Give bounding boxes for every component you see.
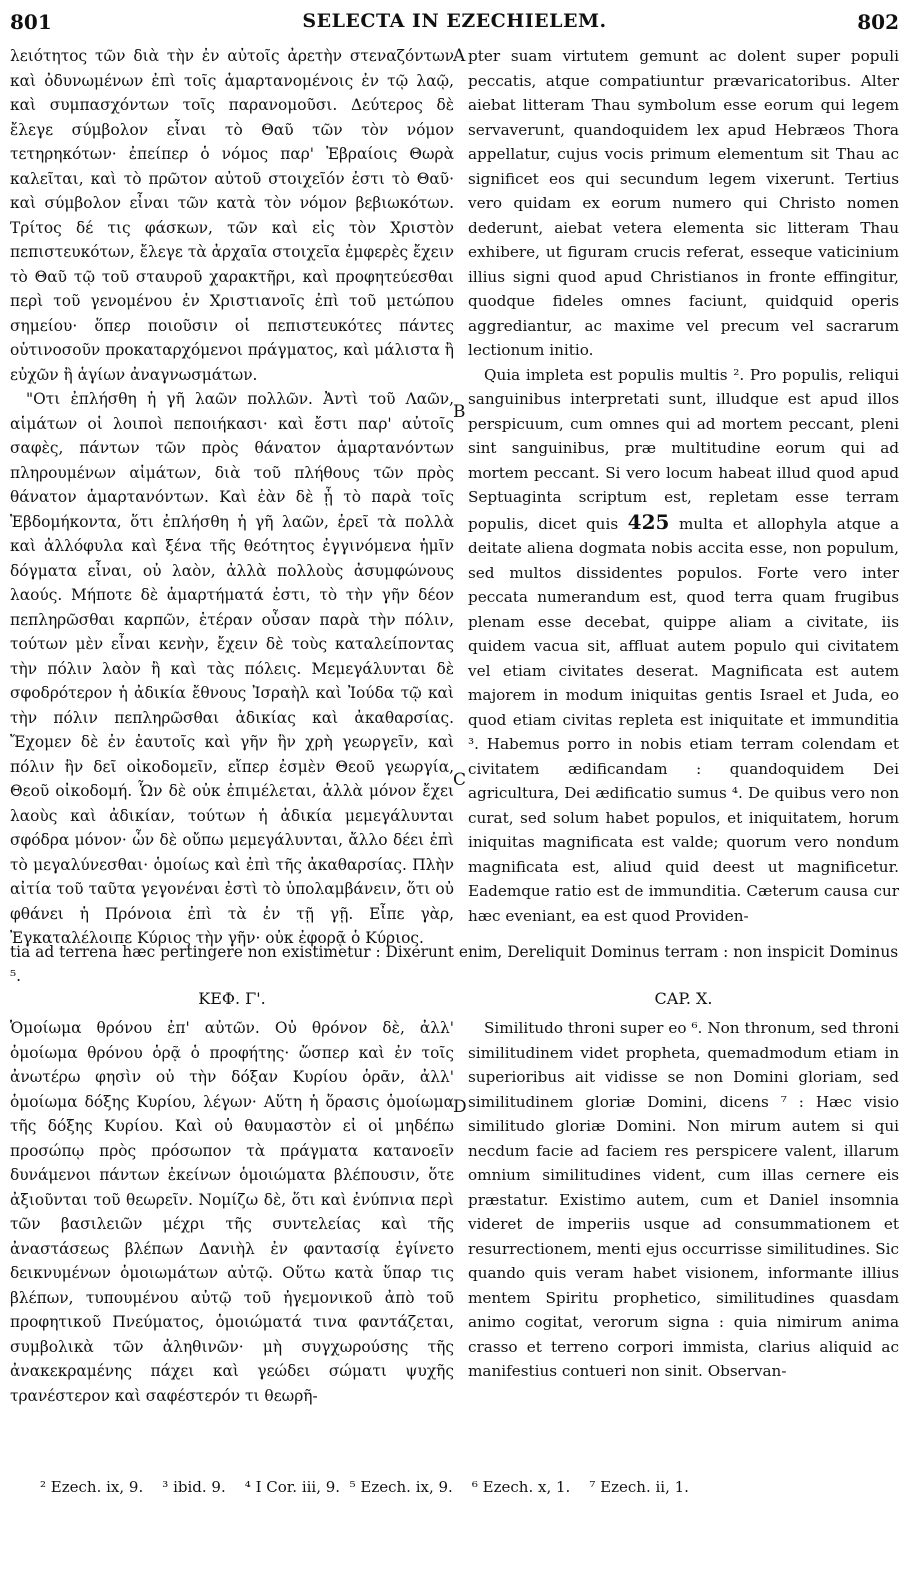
margin-marker-a: A <box>453 46 466 66</box>
latin-column-top <box>468 44 899 937</box>
margin-marker-b: B <box>453 402 466 422</box>
greek-paragraph: λειότητος τῶν διὰ τὴν ἐν αὐτοῖς ἀρετὴν στεναζόντων καὶ ὀδυνωμένων ἐπὶ τοῖς ἁμαρτανομένοις ἐν τῷ λαῷ, καὶ συμπασχόντων τοῖς παρανομοῦσι. Δεύτερος δὲ ἔλεγε σύμβολον εἶναι τὸ Θαῦ τῶν τὸν νόμον τετηρηκότων· ἐπείπερ ὁ νόμος παρ' Ἑβραίοις Θωρὰ καλεῖται, καὶ τὸ πρῶτον αὐτοῦ στοιχεῖόν ἐστι τὸ Θαῦ· καὶ σύμβολον εἶναι τῶν κατὰ τὸν νόμον βεβιωκότων. Τρίτος δέ τις φάσκων, τῶν καὶ εἰς τὸν Χριστὸν πεπιστευκότων, ἔλεγε τὰ ἀρχαῖα στοιχεῖα ἐμφερὲς ἔχειν τὸ Θαῦ τῷ τοῦ σταυροῦ χαρακτῆρι, καὶ προφητεύεσθαι περὶ τοῦ γενομένου ἐν Χριστιανοῖς ἐπὶ τοῦ μετώπου σημείου· ὅπερ ποιοῦσιν οἱ πεπιστευκότες πάντες οὑτινοσοῦν προκαταρχόμενοι πράγματος, καὶ μάλιστα ἢ εὐχῶν ἢ ἁγίων ἀναγνωσμάτων. <box>10 47 454 384</box>
greek-paragraph: "Οτι ἐπλήσθη ἡ γῆ λαῶν πολλῶν. Ἀντὶ τοῦ Λαῶν, αἱμάτων οἱ λοιποὶ πεποιήκασι· καὶ ἔστι παρ' αὐτοῖς σαφὲς, πάντων τῶν πρὸς θάνατον ἁμαρτανόντων πληρουμένων αἱμάτων, διὰ τοῦ πλήθους τῶν πρὸς θάνατον ἁμαρτανόντων. Καὶ ἐὰν δὲ ᾖ τὸ παρὰ τοῖς Ἑβδομήκοντα, ὅτι ἐπλήσθη ἡ γῆ λαῶν, ἐρεῖ τὰ πολλὰ καὶ ἀλλόφυλα καὶ ξένα τῆς θεότητος ἐγγινόμενα ἡμῖν δόγματα εἶναι, οὐ λαὸν, ἀλλὰ πολλοὺς ἀσυμφώνους λαούς. Μήποτε δὲ ἁμαρτήματά ἐστι, τὸ τὴν γῆν δέον πεπληρῶσθαι καρπῶν, ἑτέραν οὖσαν παρὰ τὴν πόλιν, τούτων μὲν εἶναι κενὴν, ἔχειν δὲ τοὺς καταλείποντας τὴν πόλιν λαὸν ἢ καὶ τὰς πόλεις. Μεμεγάλυνται δὲ σφοδρότερον ἡ ἀδικία ἔθνους Ἰσραὴλ καὶ Ἰούδα τῷ καὶ τὴν πόλιν πεπληρῶσθαι ἀδικίας καὶ ἀκαθαρσίας. Ἔχομεν δὲ ἐν ἑαυτοῖς καὶ γῆν ἣν χρὴ γεωργεῖν, καὶ πόλιν ἣν δεῖ οἰκοδομεῖν, εἴπερ ἐσμὲν Θεοῦ γεωργία, Θεοῦ οἰκοδομή. Ὧν δὲ οὐκ ἐπιμέλεται, ἀλλὰ μόνον ἔχει λαοὺς καὶ ἀδικίαν, τούτων ἡ ἀδικία μεμεγάλυνται σφόδρα μόνον· ὧν δὲ οὔπω μεμεγάλυνται, ἄλλο δέει ἐπὶ τὸ μεγαλύνεσθαι· ὁμοίως καὶ ἐπὶ τῆς ἀκαθαρσίας. Πλὴν αἰτία τοῦ ταῦτα γεγονέναι ἐστὶ τὸ ὑπολαμβάνειν, ὅτι οὐ φθάνει ἡ Πρόνοια ἐπὶ τὰ ἐν τῇ γῇ. Εἶπε γὰρ, Ἐγκαταλέλοιπε Κύριος τὴν γῆν· οὐκ ἐφορᾷ ὁ Κύριος. <box>10 390 454 947</box>
latin-paragraph: pter suam virtutem gemunt ac dolent super populi peccatis, atque compatiuntur prævaricatoribus. Alter aiebat litteram Thau symbolum esse eorum qui legem servaverunt, quandoquidem lex apud Hebræos Thora appellatur, cujus vocis primum elementum sit Thau ac significet eos qui secundum legem vixerunt. Tertius vero quidam ex eorum numero qui Christo nomen dederunt, aiebat vetera elementa sic litteram Thau exhibere, ut figuram crucis referat, esseque vaticinium illius signi quod apud Christianos in fronte effingitur, quodque fideles omnes faciunt, quidquid operis aggrediantur, ac maxime vel precum vel sacrarum lectionum initio. <box>468 47 899 359</box>
page-number-left: 801 <box>10 10 52 34</box>
spanning-line: tia ad terrena hæc pertingere non existimetur : Dixerunt enim, Dereliquit Dominus terram : non inspicit Dominus ⁵. <box>10 943 899 985</box>
latin-column-bottom <box>468 1016 899 1456</box>
column-number: 425 <box>627 509 670 534</box>
latin-paragraph-part: multa et allophyla atque a deitate aliena dogmata nobis accita esse, non populum, sed multos dissidentes populos. Forte vero inter peccata numerandum est, quod terra quam frugibus plenam esse decebat, quippe aliam a civitate, iis quidem vacua sit, affluat autem populo qui civitatem vel etiam civitates deserat. Magnificata est autem majorem in modum iniquitas gentis Israel et Juda, eo quod etiam civitas repleta est iniquitate et immunditia ³. Habemus porro in nobis etiam terram colendam et civitatem ædificandam : quandoquidem Dei agricultura, Dei ædificatio sumus ⁴. De quibus vero non curat, sed solum habet populos, et iniquitatem, horum iniquitas magnificata est valde; quorum vero nondum magnificata est, aliud quid deest ut magnificetur. Eademque ratio est de immunditia. Cæterum causa cur hæc eveniant, ea est quod Providen- <box>468 514 900 925</box>
page-number-right: 802 <box>857 10 899 34</box>
latin-paragraph: Similitudo throni super eo ⁶. Non thronum, sed throni similitudinem videt propheta, quemadmodum etiam in superioribus ait vidisse se non Domini gloriam, sed similitudinem gloriæ Domini, dicens ⁷ : Hæc visio similitudo gloriæ Domini. Non mirum autem si qui necdum facie ad faciem res perspicere valent, illarum omnium similitudines vident, cum illas cernere eis præstatur. Existimo autem, cum et Daniel insomnia videret de imperiis usque ad consummationem et resurrectionem, menti ejus occurrisse similitudines. Sic quando quis veram habet visionem, informante illius mentem Spiritu prophetico, similitudines quasdam animo cogitat, verorum signa : quia nimirum anima crasso et terreno corpori immista, clarius aliquid ac manifestius contueri non sinit. Observan- <box>468 1019 899 1380</box>
latin-paragraph-part: Quia impleta est populis multis ². Pro populis, reliqui sanguinibus interpretati sunt, illudque est apud illos perspicuum, cum omnes qui ad mortem peccant, pleni sint sanguinibus, præ multitudine eorum qui ad mortem peccant. Si vero locum habeat illud quod apud Septuaginta scriptum est, repletam esse terram populis, dicet quis <box>468 365 899 533</box>
greek-column-bottom <box>10 1016 454 1456</box>
greek-column-top <box>10 44 454 947</box>
running-title: SELECTA IN EZECHIELEM. <box>302 10 607 32</box>
page-header <box>10 10 899 36</box>
margin-marker-c: C <box>453 770 467 790</box>
chapter-heading-greek: ΚΕΦ. Γ'. <box>198 989 266 1008</box>
footnotes: ² Ezech. ix, 9. ³ ibid. 9. ⁴ I Cor. iii, 9. ⁵ Ezech. ix, 9. ⁶ Ezech. x, 1. ⁷ Ezech. ii, 1. <box>40 1478 689 1496</box>
chapter-heading-latin: CAP. X. <box>654 989 713 1008</box>
greek-paragraph: Ὁμοίωμα θρόνου ἐπ' αὐτῶν. Οὐ θρόνον δὲ, ἀλλ' ὁμοίωμα θρόνου ὁρᾷ ὁ προφήτης· ὥσπερ καὶ ἐν τοῖς ἀνωτέρω φησὶν οὐ τὴν δόξαν Κυρίου ὁρᾶν, ἀλλ' ὁμοίωμα δόξης Κυρίου, λέγων· Αὕτη ἡ ὅρασις ὁμοίωμα τῆς δόξης Κυρίου. Καὶ οὐ θαυμαστὸν εἰ οἱ μηδέπω προσώπῳ πρὸς πρόσωπον τὰ πράγματα κατανοεῖν δυνάμενοι πάντων ἐκείνων ὁμοιώματα βλέπουσιν, ὅτε ἀξιοῦνται τοῦ θεωρεῖν. Νομίζω δὲ, ὅτι καὶ ἐνύπνια περὶ τῶν βασιλειῶν μέχρι τῆς συντελείας καὶ τῆς ἀναστάσεως βλέπων Δανιὴλ ἐν φαντασίᾳ ἐγίνετο δεικνυμένων ὁμοιωμάτων αὐτῷ. Οὕτω κατὰ ὕπαρ τις βλέπων, τυπουμένου αὐτῷ τοῦ ἡγεμονικοῦ ἀπὸ τοῦ προφητικοῦ Πνεύματος, ὁμοιώματά τινα φαντάζεται, συμβολικὰ τῶν ἀληθινῶν· μὴ συγχωρούσης τῆς ἀνακεκραμένης πάχει καὶ γεώδει σώματι ψυχῆς τρανέστερον καὶ σαφέστερόν τι θεωρῆ- <box>10 1019 454 1405</box>
latin-paragraph <box>468 363 899 929</box>
margin-marker-d: D <box>453 1097 467 1117</box>
